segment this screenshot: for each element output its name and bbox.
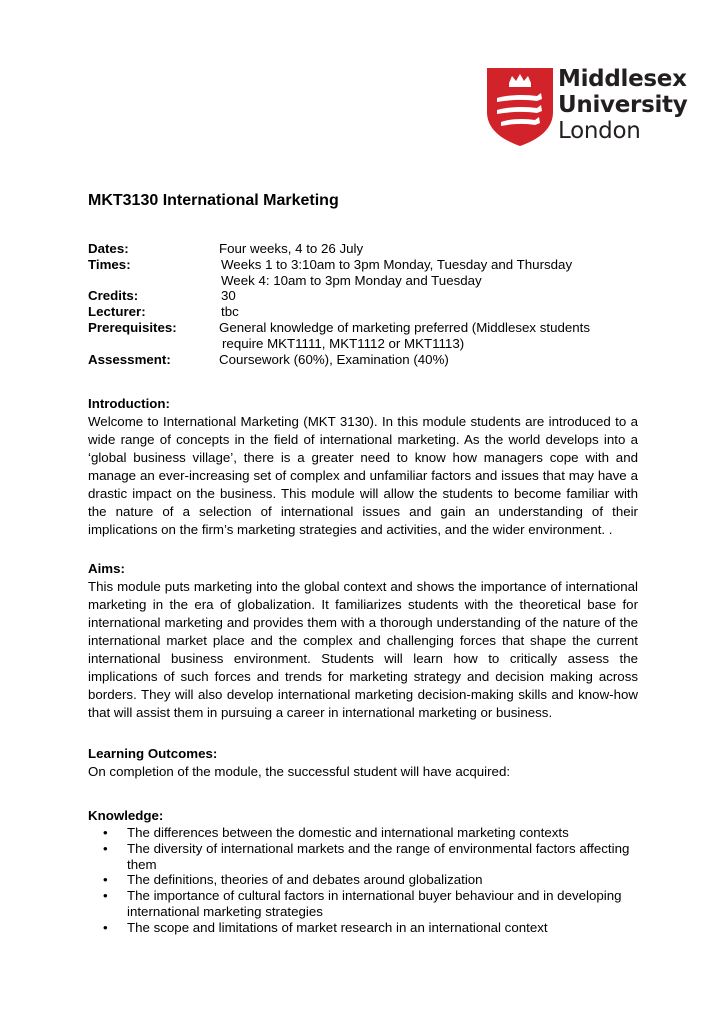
lecturer-value: tbc [221, 304, 239, 320]
bullet-icon: • [103, 872, 108, 888]
prerequisites-label: Prerequisites: [88, 319, 177, 335]
list-item [88, 920, 638, 936]
list-item-text: The differences between the domestic and international marketing contexts [127, 825, 569, 840]
introduction-body: Welcome to International Marketing (MKT 3130). In this module students are introduced to a wide range of concepts in the field of international marketing. As the world develops into a ‘global business village’, there is a greater need to know how managers cope with and manage an ever-increasing set of complex and unfamiliar factors and issues that may have a drastic impact on the business. This module will allow the students to become familiar with the nature of a selection of international issues and gain an understanding of their implications on the firm’s marketing strategies and activities, and the wider environment. . [88, 414, 638, 537]
bullet-icon: • [103, 840, 108, 856]
list-item [88, 872, 638, 888]
list-item-text: The definitions, theories of and debates around globalization [127, 872, 483, 888]
knowledge-section [88, 807, 638, 936]
university-logo [487, 68, 687, 148]
learning-outcomes-heading: Learning Outcomes: [88, 746, 218, 761]
bullet-icon: • [103, 825, 108, 840]
logo-line-3: London [558, 118, 641, 144]
dates-label: Dates: [88, 241, 129, 256]
knowledge-list [88, 825, 638, 936]
list-item-text: The scope and limitations of market research in an international context [127, 919, 548, 935]
assessment-value: Coursework (60%), Examination (40%) [219, 351, 449, 367]
aims-section [88, 560, 638, 722]
shield-icon [487, 68, 553, 146]
list-item [88, 825, 638, 841]
credits-value: 30 [221, 288, 236, 304]
aims-body: This module puts marketing into the global context and shows the importance of international marketing in the era of globalization. It familiarizes students with the theoretical base for international marketing and provides them with a thorough understanding of the nature of the international market place and the complex and challenging forces that shape the current international business environment. Students will learn how to critically assess the implications of such forces and trends for marketing strategy and decision making across borders. They will also develop international marketing decision-making skills and know-how that will assist them in pursuing a career in international marketing or business. [88, 579, 638, 720]
assessment-label: Assessment: [88, 351, 171, 367]
logo-line-1: Middlesex [558, 66, 687, 92]
introduction-section [88, 395, 638, 539]
module-title: MKT3130 International Marketing [88, 192, 339, 209]
learning-outcomes-body: On completion of the module, the successful student will have acquired: [88, 764, 511, 779]
list-item-text: The diversity of international markets and the range of environmental factors affecting them [127, 840, 630, 872]
list-item [88, 841, 638, 873]
lecturer-label: Lecturer: [88, 304, 146, 320]
knowledge-heading: Knowledge: [88, 808, 164, 823]
bullet-icon: • [103, 919, 108, 935]
university-wordmark [558, 66, 688, 144]
bullet-icon: • [103, 888, 108, 904]
times-label: Times: [88, 256, 131, 272]
logo-line-2: University [558, 92, 688, 118]
dates-value: Four weeks, 4 to 26 July [219, 241, 364, 256]
prerequisites-value-2: require MKT1111, MKT1112 or MKT1113) [222, 335, 465, 351]
learning-outcomes-section [88, 745, 638, 781]
times-value-1: Weeks 1 to 3:10am to 3pm Monday, Tuesday and Thursday [221, 256, 573, 272]
introduction-heading: Introduction: [88, 396, 170, 411]
prerequisites-value-1: General knowledge of marketing preferred (Middlesex students [219, 319, 591, 335]
list-item [88, 888, 638, 920]
list-item-text: The importance of cultural factors in international buyer behaviour and in developing international marketing strategies [127, 888, 622, 919]
aims-heading: Aims: [88, 561, 125, 576]
credits-label: Credits: [88, 288, 139, 304]
times-value-2: Week 4: 10am to 3pm Monday and Tuesday [221, 272, 482, 288]
